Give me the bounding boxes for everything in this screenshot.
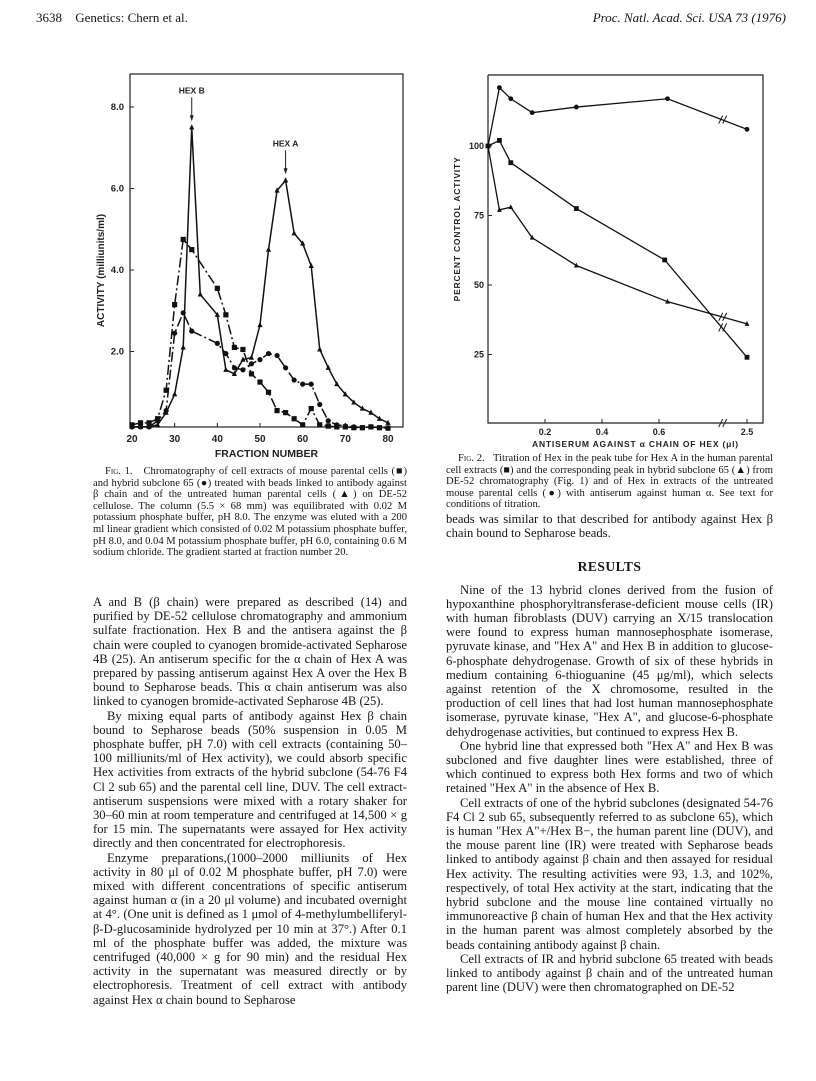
figure-1-caption: [93, 466, 407, 559]
data-point-square: [745, 355, 750, 360]
data-point-square: [240, 347, 245, 352]
paragraph: Cell extracts of one of the hybrid subclones (designated 54-76 F4 Cl 2 sub 65, subsequently referred to as subclone 65), which is human "Hex A"+/Hex B−, the human parent line (DUV), and the mouse parent line (IR) were treated with Sepharose beads linked to antibody against β chain and then assayed for residual Hex activity. The resulting activities were 93, 1.3, and 102%, respectively, of total Hex activity at the start, indicating that the hybrid subclone and the mouse line contained virtually no immunoreactive β chain of human Hex and that the Hex activity in the human parent was almost completely absorbed by the beads containing antibody against β chain.: [446, 795, 774, 952]
data-point-square: [223, 312, 228, 317]
plot-frame: [130, 74, 403, 427]
data-point-square: [574, 206, 579, 211]
data-point-circle: [274, 353, 279, 358]
paragraph: By mixing equal parts of antibody against Hex β chain bound to Sepharose beads (50% suspension in 0.05 M phosphate buffer, pH 7.0) with cell extracts (containing 50–100 milliunits/ml of Hex activity), we could absorb specific Hex activities from extracts of the hybrid subclone (54-76 F4 Cl 2 sub 65) and the parental cell line, DUV. The cell extract-antiserum suspensions were mixed with a rotary shaker for 30–60 min at room temperature and centrifuged at 14,500 × g for 15 min. The supernatants were assayed for Hex activity directly and then concentrated for electrophoresis.: [93, 708, 407, 851]
data-point-circle: [309, 382, 314, 387]
data-point-circle: [249, 361, 254, 366]
x-tick-label: 0.2: [538, 427, 552, 437]
page-number: 3638: [36, 10, 62, 25]
data-point-square: [497, 138, 502, 143]
data-point-square: [326, 423, 331, 428]
running-header-left: [36, 10, 198, 26]
data-point-triangle: [223, 367, 228, 372]
data-point-circle: [665, 96, 670, 101]
data-point-circle: [146, 424, 151, 429]
data-point-circle: [223, 351, 228, 356]
x-tick-label: 30: [169, 434, 181, 445]
data-point-circle: [240, 367, 245, 372]
x-tick-label: 40: [211, 434, 223, 445]
x-axis-label: ANTISERUM AGAINST α CHAIN OF HEX (μl): [532, 439, 739, 449]
data-point-triangle: [283, 177, 288, 182]
data-point-square: [309, 406, 314, 411]
data-point-circle: [574, 105, 579, 110]
data-point-circle: [283, 365, 288, 370]
peak-label: HEX B: [178, 85, 205, 96]
y-axis-label: PERCENT CONTROL ACTIVITY: [452, 156, 462, 302]
data-point-triangle: [181, 344, 186, 349]
data-point-circle: [508, 96, 513, 101]
data-point-circle: [368, 424, 373, 429]
y-axis-label: ACTIVITY (milliunits/ml): [96, 213, 107, 328]
x-tick-label: 80: [382, 434, 394, 445]
data-point-circle: [292, 377, 297, 382]
data-point-circle: [326, 418, 331, 423]
y-tick-label: 50: [473, 280, 484, 290]
data-point-circle: [530, 110, 535, 115]
data-point-circle: [215, 341, 220, 346]
y-tick-label: 4.0: [110, 265, 124, 276]
y-tick-label: 2.0: [110, 346, 124, 358]
data-point-circle: [164, 408, 169, 413]
data-point-square: [508, 160, 513, 165]
data-point-triangle: [198, 291, 203, 296]
series-line-circle: [132, 313, 388, 428]
arrowhead-icon: [190, 115, 194, 121]
data-point-circle: [497, 85, 502, 90]
paragraph: Nine of the 13 hybrid clones derived from the fusion of hypoxanthine phosphoryltransferase-deficient mouse cells (IR) with human fibroblasts (DUV) carrying an X/15 translocation were found to express human mannosephosphate isomerase, pyruvate kinase, and "Hex A" and Hex B in addition to glucose-6-phosphate dehydrogenase. Growth of six of these hybrids in medium containing 6-thioguanine (45 μg/ml), which selects against retention of the X chromosome, resulted in the production of cell lines that had lost human mannosephosphate isomerase, pyruvate kinase, "Hex A", and glucose-6-phosphate dehydrogenase activities, but continued to express Hex B.: [446, 582, 773, 739]
figure-2-caption: [446, 453, 773, 511]
left-column-text: [93, 595, 407, 1007]
figure-2-label: Fig. 2.: [458, 453, 485, 464]
data-point-triangle: [257, 322, 262, 327]
data-point-circle: [385, 426, 390, 431]
data-point-square: [292, 416, 297, 421]
figure-2-caption-text: Titration of Hex in the peak tube for Hex A in the human parental cell extracts (■) and the corresponding peak in hybrid subclone 65 (▲) from DE-52 chromatography (Fig. 1) and of Hex in extracts of the untreated mouse parental cells (●) with antiserum against human α. See text for conditions of titration.: [446, 453, 773, 511]
arrowhead-icon: [284, 168, 288, 174]
y-tick-label: 75: [473, 210, 484, 221]
data-point-square: [232, 345, 237, 350]
data-point-circle: [155, 418, 160, 423]
data-point-circle: [334, 422, 339, 427]
data-point-circle: [745, 127, 750, 132]
data-point-square: [215, 286, 220, 291]
data-point-circle: [351, 424, 356, 429]
figure-1-label: Fig. 1.: [105, 466, 133, 477]
series-line-square: [488, 140, 747, 357]
data-point-circle: [266, 351, 271, 356]
data-point-square: [274, 408, 279, 413]
data-point-square: [257, 379, 262, 384]
data-point-triangle: [249, 354, 254, 359]
paragraph: Enzyme preparations,(1000–2000 milliunits of Hex activity in 80 μl of 0.02 M phosphate buffer, pH 7.0) were mixed with different concentrations of specific antiserum against human α (in a 20 μl volume) and incubated overnight at 4°. (One unit is defined as 1 μmol of 4-methylumbelliferyl-β-D-glucosaminide hydrolyzed per 10 min at 37°.) After 0.1 ml of the phosphate buffer was added, the mixture was centrifuged (40,000 × g for 90 min) and the residual Hex activity in the supernatant was measured directly or by electrophoresis. Treatment of cell extract with antibody against Hex α chain bound to Sepharose: [93, 850, 407, 1007]
data-point-square: [266, 390, 271, 395]
x-tick-label: 60: [297, 434, 309, 445]
x-axis-label: FRACTION NUMBER: [214, 448, 319, 460]
x-tick-label: 70: [339, 434, 351, 445]
y-tick-label: 8.0: [110, 102, 124, 113]
figure-2-chart: [440, 55, 800, 450]
data-point-triangle: [292, 230, 297, 235]
data-point-square: [172, 302, 177, 307]
data-point-circle: [189, 329, 194, 334]
data-point-square: [283, 410, 288, 415]
series-line-circle: [488, 88, 747, 146]
x-tick-label: 0.6: [652, 427, 666, 437]
data-point-square: [317, 422, 322, 427]
data-point-circle: [232, 365, 237, 370]
y-tick-label: 25: [473, 349, 484, 360]
data-point-circle: [129, 424, 134, 429]
data-point-square: [189, 247, 194, 252]
x-tick-label: 50: [254, 434, 266, 445]
data-point-circle: [181, 310, 186, 315]
data-point-circle: [377, 425, 382, 430]
paragraph: Cell extracts of IR and hybrid subclone 65 treated with beads linked to antibody against β chain and of the untreated human parent line (DUV) were then chromatographed on DE-52: [446, 951, 773, 995]
journal-citation: Proc. Natl. Acad. Sci. USA 73 (1976): [592, 10, 786, 25]
data-point-circle: [172, 331, 177, 336]
figure-1-caption-text: Chromatography of cell extracts of mouse parental cells (■) and hybrid subclone 65 (●) treated with beads linked to antibody against β chain and of the untreated human parental cells (▲) on DE-52 cellulose. The column (5.5 × 68 mm) was equilibrated with 0.02 M potassium phosphate buffer, pH 8.0. The enzyme was eluted with a 200 ml linear gradient which consisted of 0.02 M potassium phosphate buffer, pH 8.0, and 0.04 M potassium phosphate buffer, pH 6.0, containing 0.6 M sodium chloride. The gradient started at fraction number 20.: [93, 466, 407, 559]
peak-label: HEX A: [272, 138, 299, 149]
figure-1-chart: [60, 55, 420, 460]
right-column-text: [446, 512, 773, 995]
data-point-square: [662, 258, 667, 263]
paragraph: A and B (β chain) were prepared as described (14) and purified by DE-52 cellulose chromatography and ammonium sulfate fractionation. Hex B and the antisera against the β chain were coupled to cyanogen bromide-activated Sepharose 4B (25). An antiserum specific for the α chain of Hex A was prepared by passing antiserum against Hex A over the Hex B bound to Sepharose beads. This α chain antiserum was also linked to cyanogen bromide-activated Sepharose 4B (25).: [93, 595, 407, 709]
x-tick-label: 20: [126, 434, 138, 445]
data-point-circle: [138, 424, 143, 429]
y-tick-label: 100: [468, 141, 484, 151]
x-tick-label: 0.4: [595, 427, 609, 437]
data-point-triangle: [172, 391, 177, 396]
data-point-triangle: [508, 204, 513, 209]
data-point-triangle: [266, 247, 271, 252]
x-tick-label: 2.5: [740, 427, 754, 437]
data-point-circle: [360, 425, 365, 430]
series-line-triangle: [488, 146, 747, 324]
data-point-triangle: [317, 346, 322, 351]
data-point-triangle: [309, 263, 314, 268]
series-line-square: [132, 239, 388, 428]
plot-frame: [488, 75, 763, 423]
section-heading-results: RESULTS: [577, 559, 642, 575]
section-author: Genetics: Chern et al.: [75, 10, 188, 25]
y-tick-label: 6.0: [110, 183, 124, 195]
data-point-square: [181, 237, 186, 242]
data-point-circle: [257, 357, 262, 362]
data-point-circle: [343, 423, 348, 428]
data-point-circle: [300, 382, 305, 387]
paragraph: beads was similar to that described for antibody against Hex β chain bound to Sepharose beads.: [446, 512, 773, 541]
paragraph: One hybrid line that expressed both "Hex A" and Hex B was subcloned and five daughter lines were established, three of which continued to express both Hex forms and two of which retained "Hex A" in the absence of Hex B.: [446, 738, 773, 796]
data-point-square: [249, 371, 254, 376]
data-point-circle: [317, 402, 322, 407]
data-point-square: [300, 422, 305, 427]
data-point-triangle: [189, 124, 194, 129]
